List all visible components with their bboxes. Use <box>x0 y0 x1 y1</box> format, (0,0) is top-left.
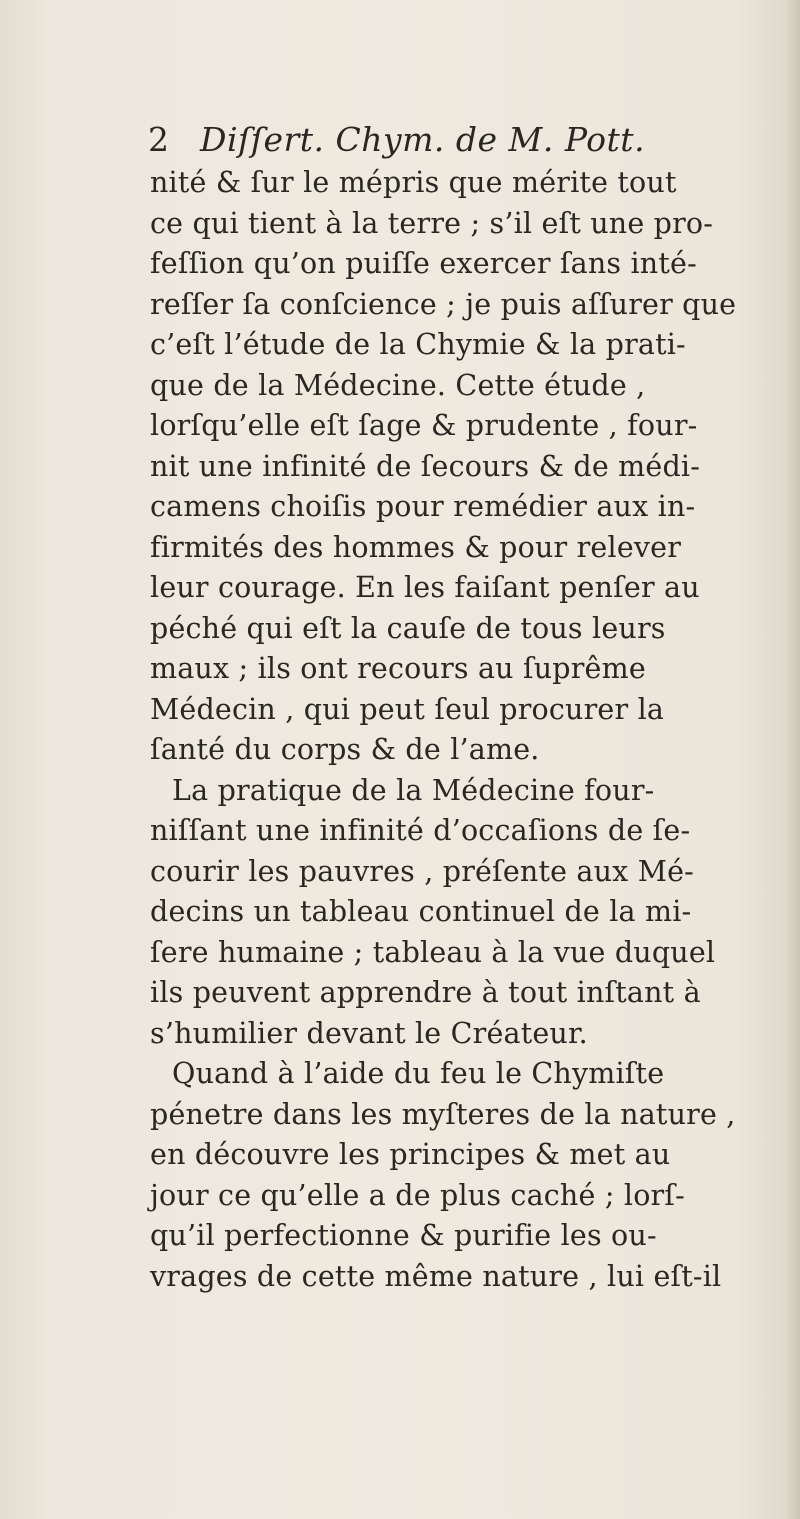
text-line: ce qui tient à la terre ; s’il eſt une pro- <box>150 206 714 240</box>
text-line: que de la Médecine. Cette étude , <box>150 368 646 402</box>
page-number: 2 <box>148 120 169 159</box>
text-line: s’humilier devant le Créateur. <box>150 1016 588 1050</box>
text-line: leur courage. En les faiſant penſer au <box>150 571 700 604</box>
text-line: vrages de cette même nature , lui eſt-il <box>150 1259 722 1293</box>
paragraph-start-line: Quand à l’aide du feu le Chymiſte <box>172 1057 665 1090</box>
text-line: jour ce qu’elle a de plus caché ; lorſ- <box>150 1178 685 1212</box>
text-line: courir les pauvres , préſente aux Mé- <box>150 854 694 888</box>
page-header <box>148 118 708 162</box>
text-line: qu’il perfectionne & purifie les ou- <box>150 1219 657 1252</box>
text-line: c’eſt l’étude de la Chymie & la prati- <box>150 328 686 361</box>
text-line: péché qui eſt la cauſe de tous leurs <box>150 611 666 645</box>
text-line: nit une infinité de ſecours & de médi- <box>150 449 701 483</box>
text-line: pénetre dans les myſteres de la nature , <box>150 1097 736 1131</box>
text-line: camens choiſis pour remédier aux in- <box>150 490 696 523</box>
text-line: ſanté du corps & de l’ame. <box>150 733 540 766</box>
running-title: Diſſert. Chym. de M. Pott. <box>200 120 646 159</box>
page-edge-shadow <box>786 0 800 1519</box>
text-line: en découvre les principes & met au <box>150 1138 671 1171</box>
body-text <box>150 163 750 1297</box>
text-line: reſſer ſa conſcience ; je puis aſſurer que <box>150 287 737 321</box>
text-line: decins un tableau continuel de la mi- <box>150 895 692 928</box>
text-line: nité & ſur le mépris que mérite tout <box>150 166 677 199</box>
text-line: Médecin , qui peut ſeul procurer la <box>150 692 665 726</box>
text-line: maux ; ils ont recours au ſuprême <box>150 652 646 685</box>
text-line: ils peuvent apprendre à tout inſtant à <box>150 976 701 1009</box>
text-line: niſſant une infinité d’occaſions de ſe- <box>150 814 691 847</box>
text-line: ſere humaine ; tableau à la vue duquel <box>150 935 716 969</box>
text-line: firmités des hommes & pour relever <box>150 530 682 564</box>
paragraph-start-line: La pratique de la Médecine four- <box>172 773 655 807</box>
text-line: lorſqu’elle eſt ſage & prudente , four- <box>150 409 698 442</box>
text-line: feſſion qu’on puiſſe exercer ſans inté- <box>150 247 697 280</box>
